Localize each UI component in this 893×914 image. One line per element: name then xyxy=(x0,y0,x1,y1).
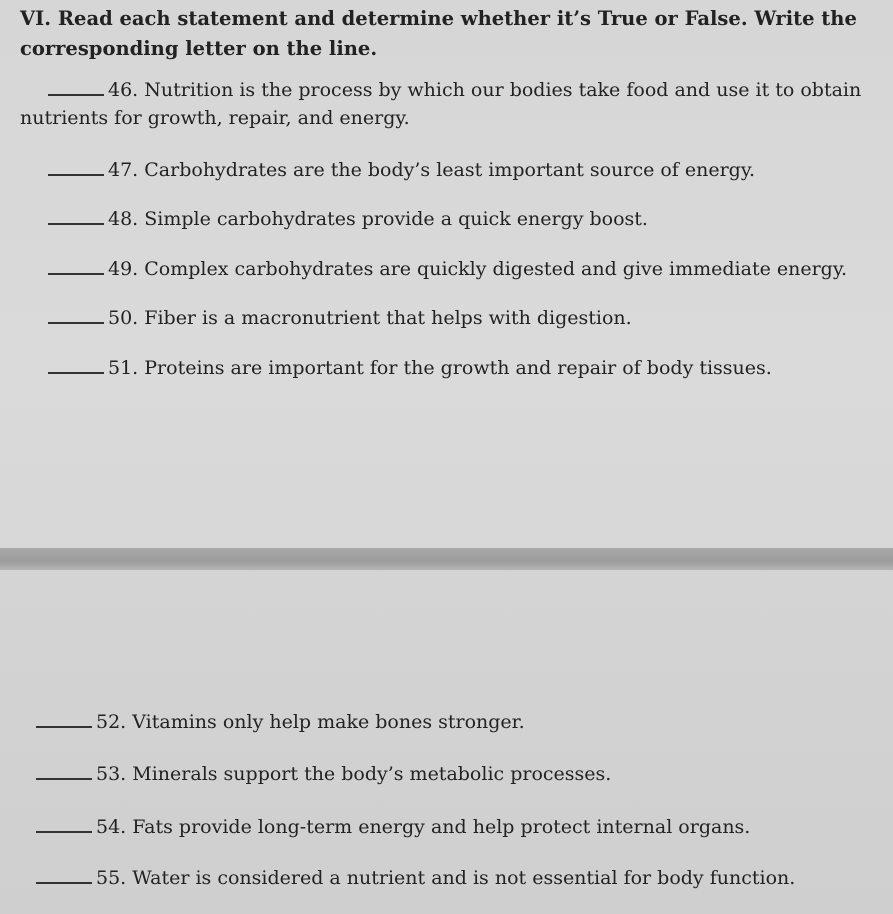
question-48: 48. Simple carbohydrates provide a quick energy boost. xyxy=(48,205,878,233)
question-text: Minerals support the body’s metabolic processes. xyxy=(132,763,612,785)
answer-blank[interactable] xyxy=(48,304,104,324)
answer-blank[interactable] xyxy=(48,354,104,374)
question-text: Fiber is a macronutrient that helps with digestion. xyxy=(144,307,632,329)
instructions-line-1: VI. Read each statement and determine whether it’s True or False. Write the xyxy=(20,7,857,30)
answer-blank[interactable] xyxy=(48,255,104,275)
answer-blank[interactable] xyxy=(48,76,104,96)
question-text: Complex carbohydrates are quickly digested and give immediate energy. xyxy=(144,258,848,280)
question-text: Fats provide long-term energy and help protect internal organs. xyxy=(132,816,751,838)
question-47: 47. Carbohydrates are the body’s least important source of energy. xyxy=(48,156,878,184)
question-text: Simple carbohydrates provide a quick energy boost. xyxy=(144,208,648,230)
answer-blank[interactable] xyxy=(36,708,92,728)
page-fold-shadow xyxy=(0,548,893,570)
question-text: Vitamins only help make bones stronger. xyxy=(132,711,525,733)
question-text-continued: nutrients for growth, repair, and energy. xyxy=(20,107,410,129)
answer-blank[interactable] xyxy=(36,760,92,780)
question-text: Water is considered a nutrient and is not essential for body function. xyxy=(132,867,796,889)
instructions-line-2: corresponding letter on the line. xyxy=(20,37,378,60)
answer-blank[interactable] xyxy=(48,205,104,225)
question-51: 51. Proteins are important for the growth and repair of body tissues. xyxy=(48,354,878,382)
question-text: Carbohydrates are the body’s least important source of energy. xyxy=(144,159,756,181)
question-text: Proteins are important for the growth and repair of body tissues. xyxy=(144,357,772,379)
question-55: 55. Water is considered a nutrient and is not essential for body function. xyxy=(36,864,866,892)
question-53: 53. Minerals support the body’s metabolic processes. xyxy=(36,760,866,788)
question-46: 46. Nutrition is the process by which our bodies take food and use it to obtain nutrients for growth, repair, and energy. xyxy=(48,76,878,132)
question-text: Nutrition is the process by which our bodies take food and use it to obtain xyxy=(144,79,862,101)
lower-page-section xyxy=(0,570,893,914)
answer-blank[interactable] xyxy=(48,156,104,176)
section-instructions xyxy=(20,4,880,64)
answer-blank[interactable] xyxy=(36,864,92,884)
answer-blank[interactable] xyxy=(36,813,92,833)
question-50: 50. Fiber is a macronutrient that helps with digestion. xyxy=(48,304,878,332)
question-49: 49. Complex carbohydrates are quickly digested and give immediate energy. xyxy=(48,255,878,283)
question-52: 52. Vitamins only help make bones stronger. xyxy=(36,708,866,736)
question-54: 54. Fats provide long-term energy and help protect internal organs. xyxy=(36,813,866,841)
